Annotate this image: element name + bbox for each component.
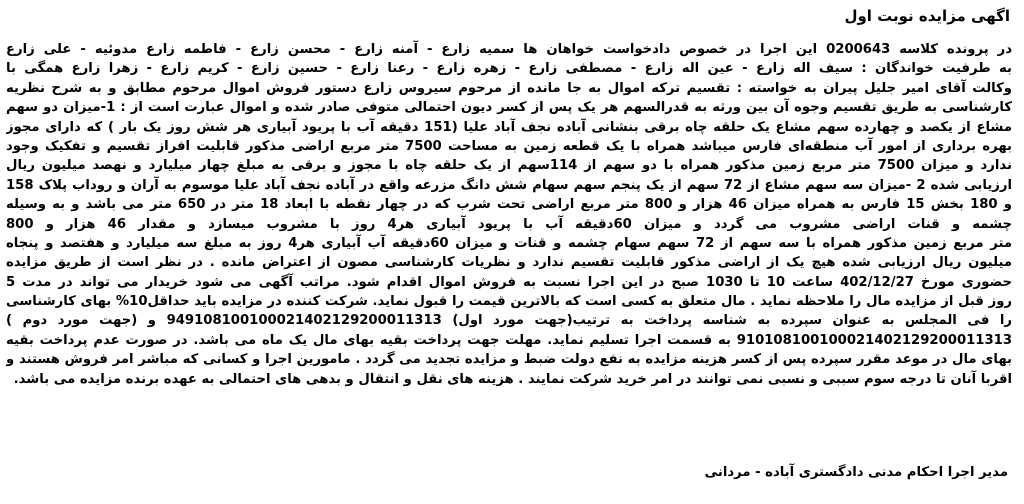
signature-line: مدیر اجرا احکام مدنی دادگستری آباده - مردانی	[704, 465, 1008, 480]
notice-body	[6, 40, 1012, 389]
body-line: وکالت آقای امیر جلیل پیران به خواسته : تقسیم ترکه اموال به جا مانده از مرحوم سیروس زارع دستور فروش اموال مرحوم مطابق و به شرح نظریه	[6, 80, 1012, 96]
body-line: ارزیابی شده 2 -میزان سه سهم مشاع از 72 سهم از یک پنجم سهم سهام شش دانگ مزرعه واقع در آباده نجف آباد علیا موسوم به آران و روداب پلاک 158	[6, 177, 1012, 193]
body-line: کارشناسی به طریق تقسیم وجوه آن بین ورثه به قدرالسهم هر یک پس از کسر دیون احتمالی متوفی صادر شده و اموال عبارت است از : 1-میزان دو سهم	[6, 100, 1012, 116]
body-line: حضوری مورخ 402/12/27 ساعت 10 تا 1030 صبح در این اجرا نسبت به فروش اموال اقدام شود. مراتب آگهی می شود خریدار می تواند در مدت 5	[6, 274, 1012, 290]
body-line: 910108100100021402129200011313 به قسمت اجرا تسلیم نماید. مهلت جهت پرداخت بقیه بهای مال یک ماه می باشد. در صورت عدم پرداخت بقیه	[6, 332, 1012, 348]
body-line: مشاع از یکصد و چهارده سهم مشاع یک حلقه چاه برقی بنشانی آباده نجف آباد علیا (151 دقیقه آب با پریود آبیاری هر شش روز یک بار ) که دارای مجوز	[6, 119, 1012, 135]
body-line: ندارد و میزان 7500 متر مربع زمین مذکور همراه با دو سهم از 114سهم از یک حلقه چاه با مجوز و برقی به مبلغ چهار میلیارد و نهصد میلیون ریال	[6, 158, 1012, 174]
body-line: چشمه و قنات اراضی مشروب می گردد و میزان 60دقیقه آب با پریود آبیاری هر4 روز با مشروب میسازد و مقدار 46 هزار و 800	[6, 216, 1012, 232]
body-line: بهای مال در موعد مقرر سپرده پس از کسر هزینه مزایده به نفع دولت ضبط و مزایده تجدید می گردد . مامورین اجرا و کسانی که مباشر امر فروش هستند و	[6, 352, 1012, 368]
body-line: و 180 بخش 15 فارس به همراه میزان 46 هزار و 800 متر مربع اراضی تحت شرب که در چهار نقطه با ابعاد 18 متر در 650 متر می باشد و به وسیله	[6, 197, 1012, 213]
body-line: بهره برداری از امور آب منطقه‌ای فارس میباشد همراه با یک قطعه زمین به مساحت 7500 متر مربع اراضی مذکور قابلیت افراز تقسیم و تفکیک وجود	[6, 138, 1012, 154]
body-line: در پرونده کلاسه 0200643 این اجرا در خصوص دادخواست خواهان ها سمیه زارع - آمنه زارع - محسن زارع - فاطمه زارع مدوئیه - علی زارع	[6, 42, 1012, 57]
body-line: متر مربع زمین مذکور همراه با سه سهم از 72 سهم سهام چشمه و قنات و میزان 60دقیقه آب آبیاری هر4 روز به مبلغ سه میلیارد و هفتصد و پنجاه	[6, 235, 1012, 251]
body-line: روز قبل از مزایده مال را ملاحظه نماید . مال متعلق به کسی است که بالاترین قیمت را قبول نماید. شرکت کننده در مزایده باید حداقل10% بهای کارشناسی	[6, 294, 1012, 310]
body-line: میلیون ریال ارزیابی شده هیچ یک از اراضی مذکور قابلیت تقسیم ندارد و نظریات کارشناسی مصون از اعتراض مانده . در نظر است از طریق مزایده	[6, 255, 1012, 271]
body-line: را فی المجلس به عنوان سپرده به شناسه پرداخت به ترتیب(جهت مورد اول) 949108100100021402129200011313 و (جهت مورد دوم )	[6, 313, 1012, 329]
notice-title: اگهی مزایده نوبت اول	[844, 7, 1010, 25]
body-line: به طرفیت خواندگان : سیف اله زارع - عین اله زارع - مصطفی زارع - زهره زارع - رعنا زارع - حسین زارع - کریم زارع - زهرا زارع همگی با	[6, 61, 1012, 77]
body-line: اقربا آنان تا درجه سوم سببی و نسبی نمی توانند در امر خرید شرکت نمایند . هزینه های نقل و انتقال و بدهی های احتمالی به عهده برنده مزایده می باشد.	[13, 371, 1012, 387]
